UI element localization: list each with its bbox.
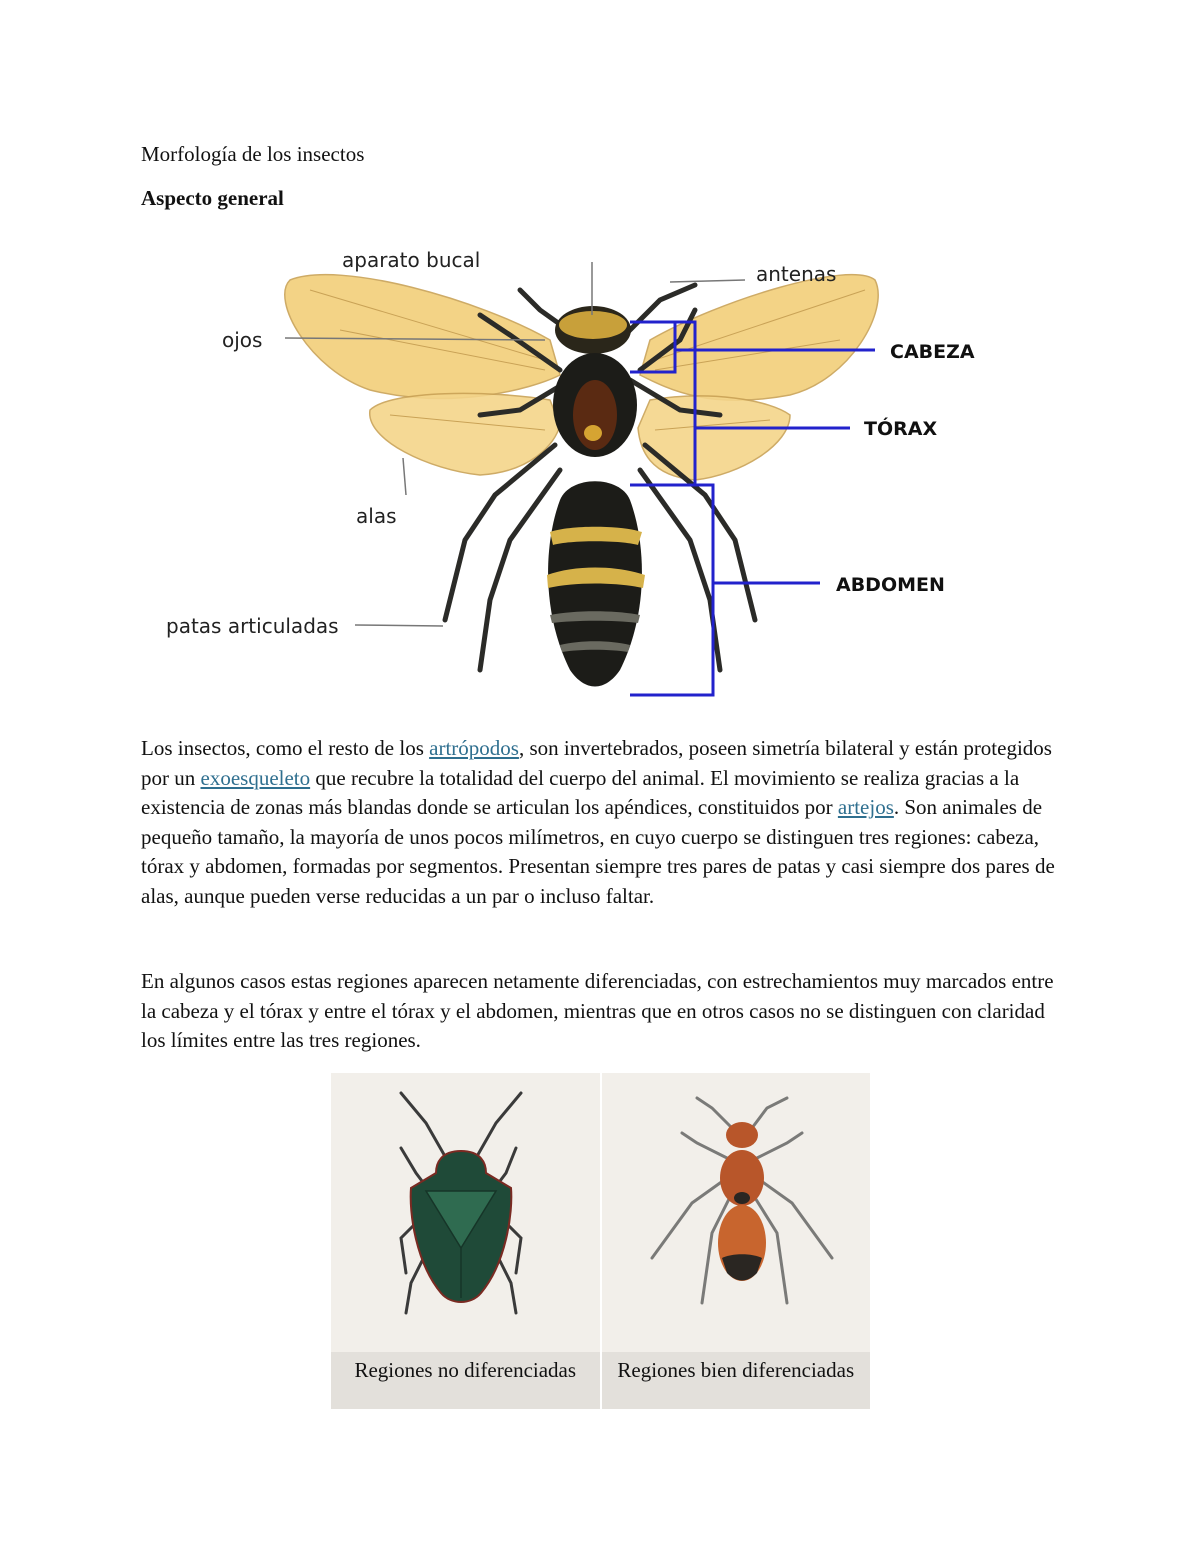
label-ojos: ojos bbox=[222, 328, 263, 352]
document-title: Morfología de los insectos bbox=[141, 142, 365, 166]
comparison-table bbox=[331, 1073, 870, 1409]
paragraph-text: . Son animales de pequeño tamaño, la mayoría de unos pocos milímetros, en cuyo cuerpo se distinguen tres regiones: cabeza, tórax y abdomen, formadas por segmentos. Presentan siempre tres pares de patas y casi siempre dos pares de alas, aunque pueden verse reducidas a un par o incluso faltar. bbox=[141, 795, 1055, 908]
label-aparato-bucal: aparato bucal bbox=[342, 248, 481, 272]
link-exoesqueleto[interactable]: exoesqueleto bbox=[200, 765, 311, 790]
paragraph-text: Los insectos, como el resto de los bbox=[141, 736, 430, 760]
paragraph-text: , son invertebrados, poseen simetría bilateral y están protegidos por un bbox=[141, 736, 1052, 790]
paragraph-text: que recubre la totalidad del cuerpo del animal. El movimiento se realiza gracias a la existencia de zonas más blandas donde se articulan los apéndices, constituidos por bbox=[141, 765, 1020, 819]
shield-bug-illustration bbox=[331, 1073, 592, 1347]
region-torax: TÓRAX bbox=[864, 418, 938, 440]
caption-regiones-no-diferenciadas: Regiones no diferenciadas bbox=[331, 1352, 601, 1409]
paragraph-intro bbox=[141, 734, 1071, 911]
label-alas: alas bbox=[356, 504, 397, 528]
region-cabeza: CABEZA bbox=[890, 341, 975, 363]
link-artropodos[interactable]: artrópodos bbox=[429, 736, 519, 760]
wasp-illustration bbox=[602, 1073, 878, 1347]
paragraph-regions: En algunos casos estas regiones aparecen netamente diferenciadas, con estrechamientos muy marcados entre la cabeza y el tórax y entre el tórax y el abdomen, mientras que en otros casos no se distinguen con claridad los límites entre las tres regiones. bbox=[141, 969, 1054, 1052]
caption-regiones-bien-diferenciadas: Regiones bien diferenciadas bbox=[601, 1352, 871, 1409]
ant-image-cell bbox=[601, 1073, 871, 1352]
link-artejos[interactable]: artejos bbox=[837, 795, 894, 819]
body-illustration bbox=[547, 306, 645, 687]
insect-anatomy-diagram bbox=[150, 240, 1050, 710]
label-patas: patas articuladas bbox=[166, 614, 339, 638]
bug-image-cell bbox=[331, 1073, 601, 1352]
region-abdomen: ABDOMEN bbox=[836, 574, 945, 596]
section-heading: Aspecto general bbox=[141, 186, 284, 210]
label-antenas: antenas bbox=[756, 262, 837, 286]
